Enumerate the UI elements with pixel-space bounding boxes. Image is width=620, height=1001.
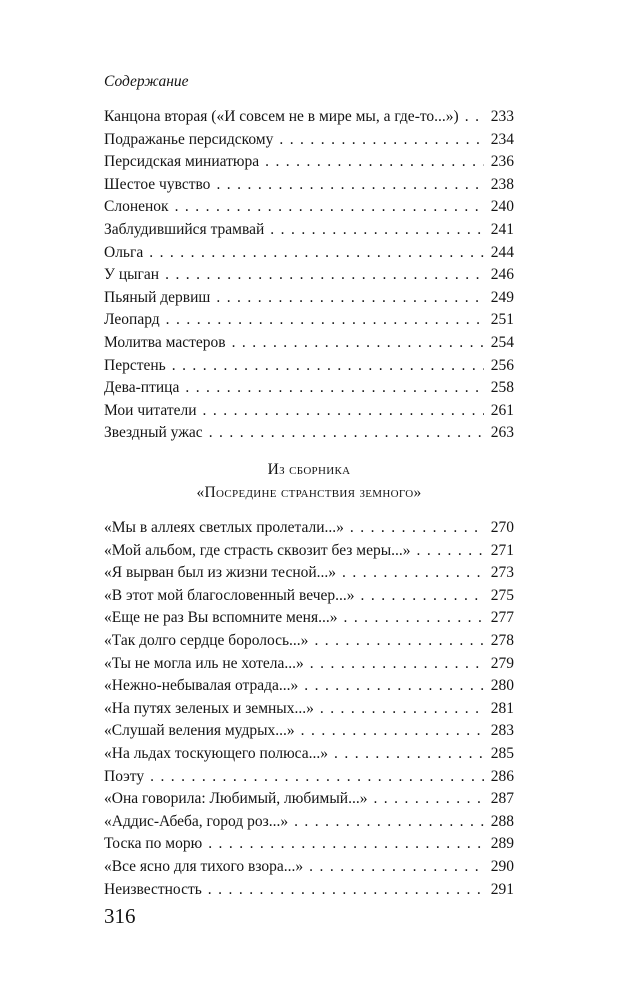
toc-entry-page: 233 xyxy=(490,108,514,125)
toc-entry-page: 256 xyxy=(490,356,514,374)
toc-entry-title: «Она говорила: Любимый, любимый...» xyxy=(104,790,368,808)
dot-leader xyxy=(320,698,484,721)
running-head: Содержание xyxy=(104,73,189,90)
dot-leader xyxy=(150,766,484,789)
toc-entry-title: Слоненок xyxy=(104,198,169,216)
dot-leader xyxy=(166,309,484,332)
toc-entry-title: Мои читатели xyxy=(104,401,197,419)
toc-entry[interactable] xyxy=(104,196,514,219)
dot-leader xyxy=(165,264,484,287)
toc-entry[interactable] xyxy=(104,151,514,174)
toc-entry-title: Поэту xyxy=(104,767,145,785)
toc-entry-page: 287 xyxy=(490,790,514,808)
toc-entry[interactable] xyxy=(104,879,514,902)
toc-entry-title: Леопард xyxy=(104,311,160,329)
dot-leader xyxy=(309,856,484,879)
toc-entry-page: 278 xyxy=(490,631,514,649)
toc-entry[interactable] xyxy=(104,675,514,698)
toc-entry[interactable] xyxy=(104,788,514,811)
toc-entry[interactable] xyxy=(104,287,514,310)
toc-entry[interactable] xyxy=(104,766,514,789)
toc-entry-page: 285 xyxy=(490,744,514,762)
toc-entry-title: «Так долго сердце боролось...» xyxy=(104,631,309,649)
toc-entry-page: 234 xyxy=(490,130,514,148)
toc-entry-page: 281 xyxy=(490,699,514,717)
toc-entry-page: 290 xyxy=(490,857,514,875)
toc-entry-page: 263 xyxy=(490,424,514,442)
toc-entry-title: Пьяный дервиш xyxy=(104,288,211,306)
dot-leader xyxy=(350,517,484,540)
toc-entry-title: «Аддис-Абеба, город роз...» xyxy=(104,812,289,830)
toc-list-main xyxy=(104,106,514,445)
toc-entry-page: 246 xyxy=(490,266,514,284)
dot-leader xyxy=(265,151,484,174)
dot-leader xyxy=(208,879,484,902)
toc-entry-title: Молитва мастеров xyxy=(104,333,226,351)
toc-entry[interactable] xyxy=(104,856,514,879)
toc-entry[interactable] xyxy=(104,811,514,834)
dot-leader xyxy=(270,219,484,242)
toc-entry-title: Шестое чувство xyxy=(104,175,211,193)
toc-entry-page: 283 xyxy=(490,722,514,740)
toc-entry-page: 249 xyxy=(490,288,514,306)
toc-entry[interactable] xyxy=(104,585,514,608)
dot-leader xyxy=(149,242,484,265)
toc-entry[interactable] xyxy=(104,653,514,676)
toc-entry-page: 240 xyxy=(490,198,514,216)
toc-entry-page: 271 xyxy=(490,541,514,559)
toc-entry[interactable] xyxy=(104,833,514,856)
dot-leader xyxy=(185,377,484,400)
dot-leader xyxy=(175,196,484,219)
dot-leader xyxy=(465,106,484,129)
toc-entry-title: Подражанье персидскому xyxy=(104,130,274,148)
toc-entry[interactable] xyxy=(104,219,514,242)
dot-leader xyxy=(343,607,484,630)
toc-entry-page: 251 xyxy=(490,311,514,329)
toc-entry-title: Заблудившийся трамвай xyxy=(104,220,265,238)
toc-entry[interactable] xyxy=(104,106,514,129)
dot-leader xyxy=(334,743,484,766)
dot-leader xyxy=(209,422,484,445)
toc-entry[interactable] xyxy=(104,630,514,653)
toc-entry-title: «На путях зеленых и земных...» xyxy=(104,699,314,717)
toc-entry[interactable] xyxy=(104,174,514,197)
toc-entry-page: 280 xyxy=(490,677,514,695)
toc-entry[interactable] xyxy=(104,540,514,563)
toc-entry-title: «Мы в аллеях светлых пролетали...» xyxy=(104,519,344,536)
dot-leader xyxy=(216,287,484,310)
dot-leader xyxy=(301,720,484,743)
dot-leader xyxy=(373,788,484,811)
toc-entry[interactable] xyxy=(104,242,514,265)
toc-entry[interactable] xyxy=(104,332,514,355)
dot-leader xyxy=(304,675,484,698)
dot-leader xyxy=(172,355,484,378)
dot-leader xyxy=(208,833,484,856)
toc-entry-page: 236 xyxy=(490,153,514,171)
toc-entry[interactable] xyxy=(104,309,514,332)
toc-entry[interactable] xyxy=(104,264,514,287)
toc-entry-title: «Еще не раз Вы вспомните меня...» xyxy=(104,609,338,627)
toc-entry-page: 291 xyxy=(490,880,514,898)
dot-leader xyxy=(361,585,485,608)
toc-entry[interactable] xyxy=(104,607,514,630)
toc-entry-title: Канцона вторая («И совсем не в мире мы, а где-то...») xyxy=(104,108,459,125)
section-heading-title: «Посредине странствия земного» xyxy=(196,484,422,501)
toc-entry-title: У цыган xyxy=(104,266,160,284)
toc-entry-title: «Я вырван был из жизни тесной...» xyxy=(104,564,337,582)
toc-entry-title: Персидская миниатюра xyxy=(104,153,260,171)
toc-entry[interactable] xyxy=(104,562,514,585)
toc-entry[interactable] xyxy=(104,720,514,743)
toc-entry[interactable] xyxy=(104,377,514,400)
toc-entry-title: Перстень xyxy=(104,356,166,374)
dot-leader xyxy=(294,811,484,834)
toc-entry[interactable] xyxy=(104,400,514,423)
toc-entry-title: Ольга xyxy=(104,243,144,261)
toc-entry[interactable] xyxy=(104,698,514,721)
toc-entry-page: 275 xyxy=(490,586,514,604)
dot-leader xyxy=(216,174,484,197)
toc-entry-title: «На льдах тоскующего полюса...» xyxy=(104,744,329,762)
section-heading-collection: Из сборника xyxy=(267,461,351,478)
toc-entry-page: 289 xyxy=(490,835,514,853)
toc-entry-page: 273 xyxy=(490,564,514,582)
dot-leader xyxy=(314,630,484,653)
toc-entry-title: «Мой альбом, где страсть сквозит без меры...» xyxy=(104,541,411,559)
toc-entry-title: Тоска по морю xyxy=(104,835,203,853)
toc-entry-page: 238 xyxy=(490,175,514,193)
toc-entry-title: «Нежно-небывалая отрада...» xyxy=(104,677,299,695)
dot-leader xyxy=(417,540,485,563)
dot-leader xyxy=(203,400,484,423)
toc-entry[interactable] xyxy=(104,743,514,766)
toc-entry-title: Звездный ужас xyxy=(104,424,203,442)
toc-list-collection xyxy=(104,517,514,901)
toc-entry-page: 288 xyxy=(490,812,514,830)
toc-entry[interactable] xyxy=(104,517,514,540)
dot-leader xyxy=(279,129,484,152)
toc-entry-page: 258 xyxy=(490,379,514,397)
toc-entry-page: 254 xyxy=(490,333,514,351)
toc-entry-title: «В этот мой благословенный вечер...» xyxy=(104,586,355,604)
toc-entry[interactable] xyxy=(104,129,514,152)
toc-entry-title: «Слушай веления мудрых...» xyxy=(104,722,295,740)
toc-entry-page: 277 xyxy=(490,609,514,627)
toc-entry-title: Дева-птица xyxy=(104,379,180,397)
dot-leader xyxy=(342,562,484,585)
page-number: 316 xyxy=(104,904,136,928)
toc-entry[interactable] xyxy=(104,355,514,378)
toc-entry-page: 279 xyxy=(490,654,514,672)
toc-entry-page: 244 xyxy=(490,243,514,261)
toc-entry-page: 261 xyxy=(490,401,514,419)
toc-entry-title: «Все ясно для тихого взора...» xyxy=(104,857,304,875)
dot-leader xyxy=(232,332,484,355)
toc-entry-title: «Ты не могла иль не хотела...» xyxy=(104,654,304,672)
dot-leader xyxy=(310,653,484,676)
toc-entry[interactable] xyxy=(104,422,514,445)
toc-entry-title: Неизвестность xyxy=(104,880,202,898)
toc-entry-page: 241 xyxy=(490,220,514,238)
toc-entry-page: 270 xyxy=(490,519,514,536)
toc-entry-page: 286 xyxy=(490,767,514,785)
